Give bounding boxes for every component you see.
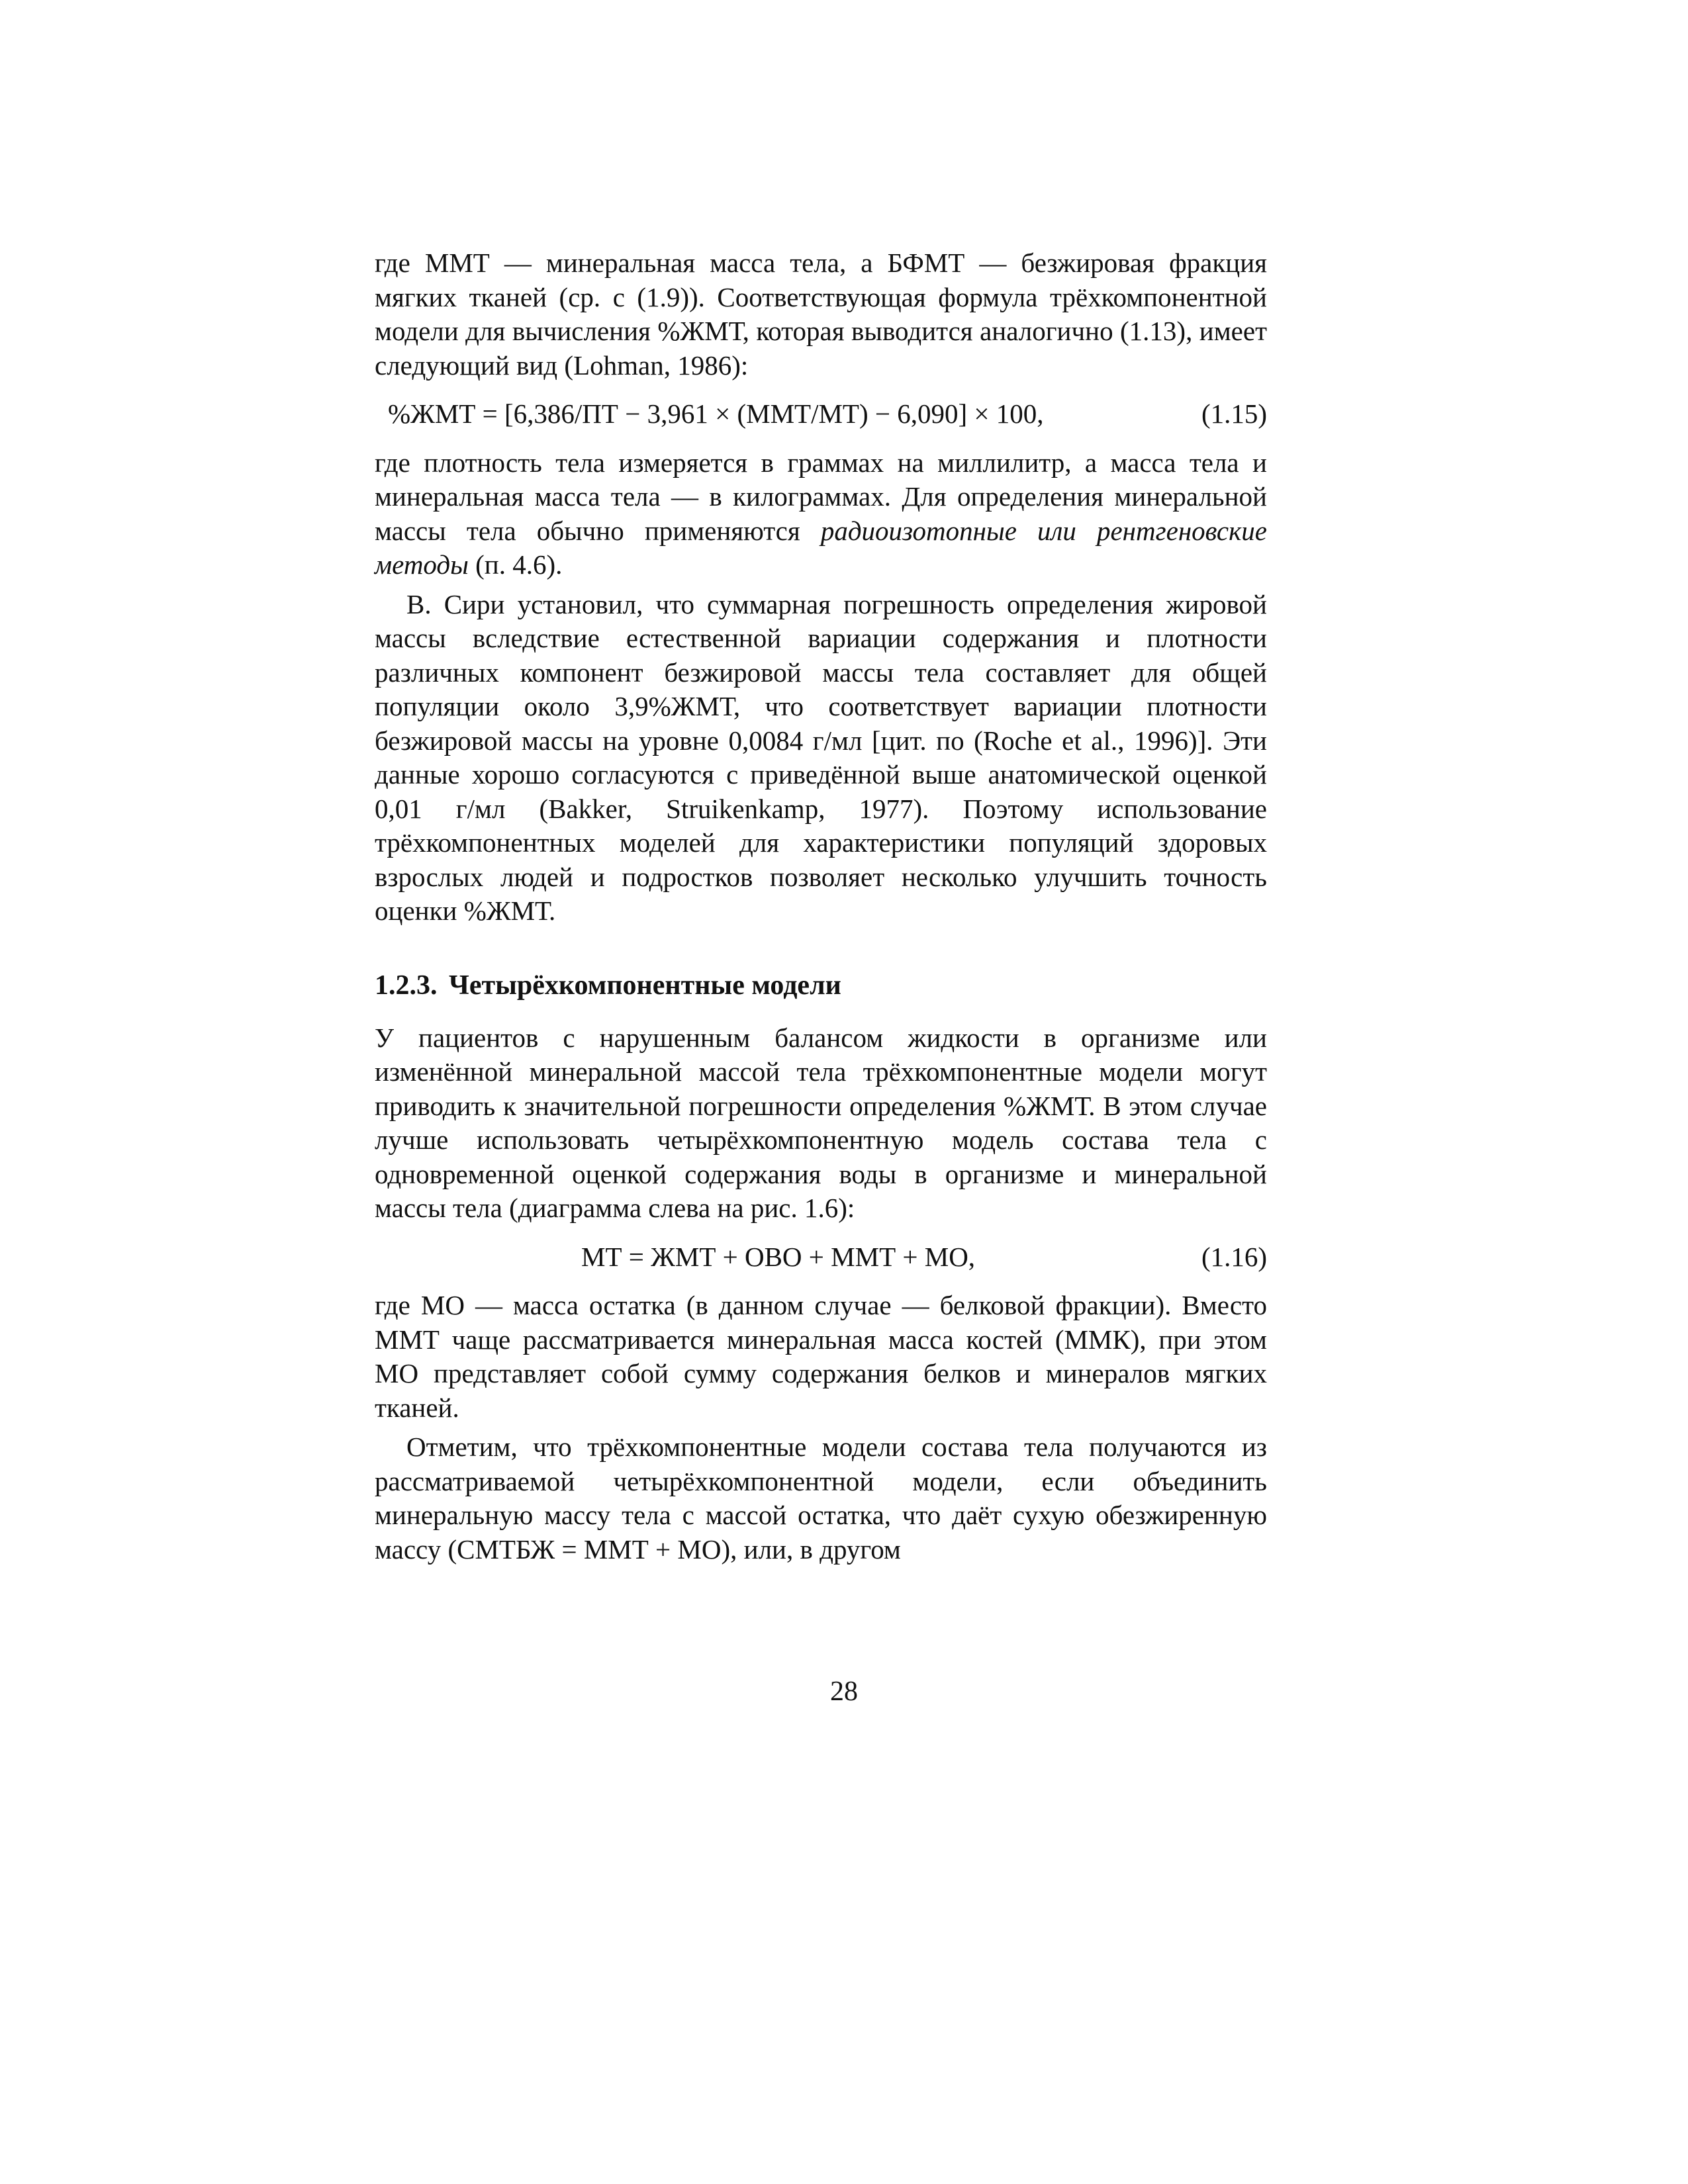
paragraph-residual-mass: где МО — масса остатка (в данном случае — белковой фракции). Вместо ММТ чаще рассматривается минеральная масса костей (ММК), при этом МО представляет собой сумму содержания белков и минералов мягких тканей. <box>375 1290 1267 1423</box>
paragraph-density-units-text: где плотность тела измеряется в граммах на миллилитр, а масса тела и минеральная масса тела — в килограммах. Для определения минеральной массы тела обычно применяются <box>375 447 1267 546</box>
section-number: 1.2.3. <box>375 970 438 1001</box>
paragraph-mmt-definition: где ММТ — минеральная масса тела, а БФМТ — безжировая фракция мягких тканей (ср. с (1.9)). Соответствующая формула трёхкомпонентной модели для вычисления %ЖМТ, которая выводится аналогично (1.13), имеет следующий вид (Lohman, 1986): <box>375 248 1267 381</box>
page-body <box>375 246 1267 1567</box>
formula-1-16-number: (1.16) <box>1201 1241 1267 1272</box>
paragraph-four-component-intro: У пациентов с нарушенным балансом жидкости в организме или изменённой минеральной массой тела трёхкомпонентные модели могут приводить к значительной погрешности определения %ЖМТ. В этом случае лучше использовать четырёхкомпонентную модель состава тела с одновременной оценкой содержания воды в организме и минеральной массы тела (диаграмма слева на рис. 1.6): <box>375 1022 1267 1223</box>
paragraph-density-units <box>375 446 1267 582</box>
paragraph-siri-error: В. Сири установил, что суммарная погрешность определения жировой массы вследствие естественной вариации содержания и плотности различных компонент безжировой массы тела составляет для общей популяции около 3,9%ЖМТ, что соответствует вариации плотности безжировой массы на уровне 0,0084 г/мл [цит. по (Roche et al., 1996)]. Эти данные хорошо согласуются с приведённой выше анатомической оценкой 0,01 г/мл (Bakker, Struikenkamp, 1977). Поэтому использование трёхкомпонентных моделей для характеристики популяций здоровых взрослых людей и подростков позволяет несколько улучшить точность оценки %ЖМТ. <box>375 588 1267 926</box>
formula-1-15 <box>375 397 1267 432</box>
section-title: Четырёхкомпонентные модели <box>449 970 841 1001</box>
page-number: 28 <box>830 1676 858 1707</box>
formula-1-16-expression: МТ = ЖМТ + ОВО + ММТ + МО, <box>581 1241 976 1272</box>
formula-1-15-expression: %ЖМТ = [6,386/ПТ − 3,961 × (ММТ/МТ) − 6,090] × 100, <box>388 398 1044 429</box>
formula-1-16 <box>375 1240 1267 1275</box>
paragraph-three-component-derivation: Отметим, что трёхкомпонентные модели состава тела получаются из рассматриваемой четырёхкомпонентной модели, если объединить минеральную массу тела с массой остатка, что даёт сухую обезжиренную массу (СМТБЖ = ММТ + МО), или, в другом <box>375 1432 1267 1565</box>
paragraph-density-units-ref: (п. 4.6). <box>468 549 563 580</box>
section-heading <box>375 968 1267 1003</box>
italic-methods-term: радиоизотопные или рентгеновские методы <box>375 515 1267 580</box>
formula-1-15-number: (1.15) <box>1201 398 1267 429</box>
